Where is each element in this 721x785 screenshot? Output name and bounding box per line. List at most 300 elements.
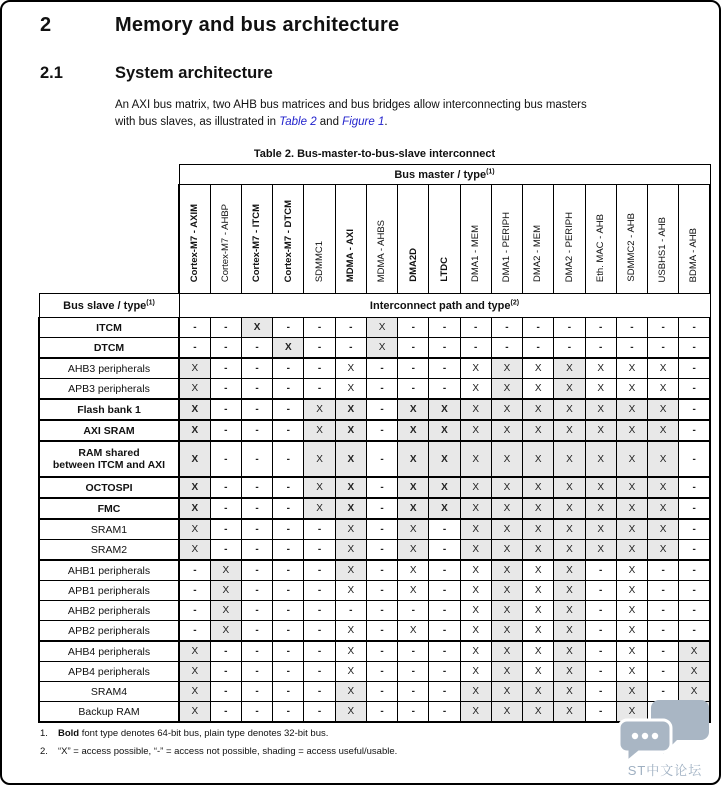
access-cell: X <box>523 581 554 601</box>
access-cell: X <box>210 581 241 601</box>
bus-master-column-label: Cortex-M7 - AXIM <box>189 203 201 282</box>
bus-slave-row-label: APB1 peripherals <box>39 581 179 601</box>
access-cell: - <box>648 641 679 662</box>
table-row <box>39 682 710 702</box>
access-cell: X <box>491 358 522 379</box>
access-cell: X <box>460 601 491 621</box>
table-notes <box>40 728 640 764</box>
access-cell: - <box>304 358 335 379</box>
access-cell: X <box>554 441 585 477</box>
access-cell: X <box>335 498 366 519</box>
bus-master-column-header <box>491 185 522 294</box>
access-cell: X <box>648 379 679 400</box>
access-cell: - <box>304 682 335 702</box>
bus-slave-row-label: SRAM1 <box>39 519 179 540</box>
access-cell: - <box>241 560 272 581</box>
access-cell: X <box>585 399 616 420</box>
access-cell: - <box>273 702 304 723</box>
access-cell: X <box>554 420 585 441</box>
section-title: Memory and bus architecture <box>115 14 400 36</box>
access-cell: - <box>304 662 335 682</box>
access-cell: X <box>491 540 522 561</box>
access-cell: - <box>304 560 335 581</box>
access-cell: - <box>241 702 272 723</box>
access-cell: - <box>210 379 241 400</box>
access-cell: X <box>523 420 554 441</box>
access-cell: X <box>585 420 616 441</box>
access-cell: X <box>491 399 522 420</box>
access-cell: - <box>273 540 304 561</box>
access-cell: X <box>335 358 366 379</box>
access-cell: - <box>241 399 272 420</box>
access-cell: X <box>398 519 429 540</box>
watermark-text: ST中文论坛 <box>627 763 703 778</box>
access-cell: - <box>304 318 335 338</box>
access-cell: X <box>523 702 554 723</box>
access-cell: X <box>335 477 366 498</box>
access-cell: - <box>491 318 522 338</box>
access-cell: X <box>335 399 366 420</box>
bus-slave-row-label: ITCM <box>39 318 179 338</box>
access-cell: - <box>429 540 460 561</box>
access-cell: X <box>460 682 491 702</box>
access-cell: - <box>679 318 710 338</box>
access-cell: - <box>179 601 210 621</box>
access-cell: X <box>616 477 647 498</box>
access-cell: X <box>585 477 616 498</box>
access-cell: X <box>648 477 679 498</box>
access-cell: X <box>491 379 522 400</box>
access-cell: - <box>210 441 241 477</box>
bus-master-column-label: Cortex-M7 - DTCM <box>282 199 294 282</box>
access-cell: X <box>616 358 647 379</box>
table-row <box>39 621 710 642</box>
bus-slave-row-label: AHB2 peripherals <box>39 601 179 621</box>
bus-master-column-label: Eth. MAC - AHB <box>594 213 606 282</box>
bus-master-column-label: DMA2 - PERIPH <box>563 211 575 282</box>
access-cell: X <box>304 498 335 519</box>
access-cell: X <box>616 621 647 642</box>
access-cell: - <box>429 641 460 662</box>
access-cell: X <box>523 560 554 581</box>
access-cell: - <box>241 477 272 498</box>
bus-master-column-header <box>648 185 679 294</box>
access-cell: X <box>491 560 522 581</box>
access-cell: - <box>273 358 304 379</box>
access-cell: - <box>273 420 304 441</box>
access-cell: - <box>366 641 397 662</box>
access-cell: - <box>460 338 491 359</box>
access-cell: X <box>616 540 647 561</box>
access-cell: - <box>210 519 241 540</box>
access-cell: X <box>460 379 491 400</box>
table-row <box>39 519 710 540</box>
access-cell: - <box>304 601 335 621</box>
access-cell: - <box>429 358 460 379</box>
access-cell: - <box>366 358 397 379</box>
access-cell: X <box>460 399 491 420</box>
bus-slave-row-label: APB4 peripherals <box>39 662 179 682</box>
access-cell: X <box>491 641 522 662</box>
access-cell: - <box>273 318 304 338</box>
access-cell: - <box>585 338 616 359</box>
access-cell: X <box>179 477 210 498</box>
access-cell: - <box>679 379 710 400</box>
subsection-number: 2.1 <box>40 64 63 82</box>
access-cell: - <box>523 338 554 359</box>
access-cell: X <box>616 641 647 662</box>
access-cell: X <box>460 358 491 379</box>
access-cell: X <box>179 662 210 682</box>
access-cell: - <box>210 682 241 702</box>
cross-reference-link[interactable]: Table 2 <box>279 116 317 128</box>
access-cell: X <box>304 399 335 420</box>
access-cell: X <box>585 498 616 519</box>
access-cell: X <box>398 560 429 581</box>
access-cell: X <box>554 581 585 601</box>
access-cell: X <box>554 498 585 519</box>
access-cell: X <box>616 662 647 682</box>
bus-master-column-label: DMA2 - MEM <box>532 225 544 282</box>
access-cell: - <box>398 318 429 338</box>
access-cell: - <box>335 338 366 359</box>
access-cell: - <box>273 519 304 540</box>
access-cell: - <box>585 682 616 702</box>
table-body <box>39 318 710 723</box>
bus-master-column-header <box>273 185 304 294</box>
access-cell: - <box>179 560 210 581</box>
access-cell: X <box>210 621 241 642</box>
access-cell: - <box>179 338 210 359</box>
access-cell: X <box>523 519 554 540</box>
access-cell: X <box>304 477 335 498</box>
access-cell: X <box>398 399 429 420</box>
access-cell: X <box>304 420 335 441</box>
access-cell: - <box>210 338 241 359</box>
access-cell: X <box>554 358 585 379</box>
access-cell: X <box>523 601 554 621</box>
table-row <box>39 358 710 379</box>
bus-master-column-header <box>241 185 272 294</box>
bus-master-column-label: USBHS1 - AHB <box>657 216 669 282</box>
access-cell: X <box>210 601 241 621</box>
access-cell: - <box>366 662 397 682</box>
access-cell: - <box>241 682 272 702</box>
access-cell: X <box>398 477 429 498</box>
access-cell: - <box>429 662 460 682</box>
access-cell: - <box>366 420 397 441</box>
bus-slave-row-label: APB2 peripherals <box>39 621 179 642</box>
access-cell: - <box>398 702 429 723</box>
access-cell: - <box>210 399 241 420</box>
access-cell: X <box>554 702 585 723</box>
access-cell: X <box>554 621 585 642</box>
access-cell: X <box>648 399 679 420</box>
access-cell: - <box>241 601 272 621</box>
access-cell: X <box>304 441 335 477</box>
access-cell: - <box>304 621 335 642</box>
bus-master-column-header <box>179 185 210 294</box>
access-cell: - <box>366 379 397 400</box>
access-cell: - <box>241 540 272 561</box>
access-cell: - <box>398 662 429 682</box>
bus-master-column-header <box>366 185 397 294</box>
access-cell: X <box>398 621 429 642</box>
interconnect-table <box>38 164 711 723</box>
access-cell: - <box>648 581 679 601</box>
section-heading <box>40 14 399 37</box>
access-cell: - <box>585 601 616 621</box>
access-cell: - <box>429 560 460 581</box>
access-cell: X <box>179 540 210 561</box>
access-cell: X <box>523 682 554 702</box>
subsection-heading <box>40 64 273 83</box>
access-cell: X <box>429 498 460 519</box>
access-cell: - <box>210 702 241 723</box>
table-row <box>39 540 710 561</box>
bus-master-column-label: DMA1 - PERIPH <box>501 211 513 282</box>
corner-blank-cell <box>39 185 179 294</box>
access-cell: - <box>585 662 616 682</box>
access-cell: X <box>179 519 210 540</box>
access-cell: - <box>210 318 241 338</box>
access-cell: - <box>366 540 397 561</box>
access-cell: - <box>241 621 272 642</box>
bus-master-column-label: DMA1 - MEM <box>469 225 481 282</box>
bus-master-column-header <box>460 185 491 294</box>
bus-master-column-header <box>523 185 554 294</box>
access-cell: - <box>398 682 429 702</box>
access-cell: X <box>460 540 491 561</box>
access-cell: - <box>679 498 710 519</box>
access-cell: X <box>523 662 554 682</box>
access-cell: - <box>335 318 366 338</box>
access-cell: - <box>679 621 710 642</box>
access-cell: - <box>241 641 272 662</box>
access-cell: X <box>335 540 366 561</box>
access-cell: X <box>429 477 460 498</box>
access-cell: - <box>273 498 304 519</box>
access-cell: - <box>554 318 585 338</box>
table-row <box>39 420 710 441</box>
access-cell: - <box>273 560 304 581</box>
access-cell: - <box>585 318 616 338</box>
access-cell: X <box>679 662 710 682</box>
access-cell: X <box>335 641 366 662</box>
access-cell: - <box>679 581 710 601</box>
access-cell: - <box>210 540 241 561</box>
access-cell: - <box>273 399 304 420</box>
bus-master-column-header <box>210 185 241 294</box>
access-cell: X <box>523 540 554 561</box>
access-cell: - <box>460 318 491 338</box>
table-row <box>39 702 710 723</box>
access-cell: - <box>273 662 304 682</box>
access-cell: X <box>554 601 585 621</box>
bus-master-column-header <box>585 185 616 294</box>
access-cell: - <box>366 498 397 519</box>
access-cell: X <box>585 358 616 379</box>
access-cell: X <box>616 420 647 441</box>
access-cell: - <box>398 641 429 662</box>
access-cell: X <box>335 682 366 702</box>
access-cell: - <box>429 581 460 601</box>
access-cell: X <box>616 441 647 477</box>
bus-slave-row-label: RAM shared between ITCM and AXI <box>39 441 179 477</box>
access-cell: - <box>210 641 241 662</box>
access-cell: - <box>679 601 710 621</box>
note-number: 1. <box>40 728 48 739</box>
access-cell: X <box>491 441 522 477</box>
access-cell: X <box>523 621 554 642</box>
access-cell: X <box>460 477 491 498</box>
access-cell: X <box>648 420 679 441</box>
interconnect-header-label: Interconnect path and type$^{(2)}$ <box>179 294 710 318</box>
access-cell: - <box>429 519 460 540</box>
access-cell: X <box>585 379 616 400</box>
access-cell: X <box>648 441 679 477</box>
access-cell: X <box>491 581 522 601</box>
access-cell: X <box>335 702 366 723</box>
access-cell: X <box>616 560 647 581</box>
access-cell: - <box>273 477 304 498</box>
access-cell: X <box>616 399 647 420</box>
access-cell: - <box>554 338 585 359</box>
access-cell: X <box>460 498 491 519</box>
access-cell: X <box>335 560 366 581</box>
access-cell: - <box>585 581 616 601</box>
access-cell: X <box>179 498 210 519</box>
access-cell: - <box>429 682 460 702</box>
access-cell: X <box>460 441 491 477</box>
table-row <box>39 641 710 662</box>
table-row <box>39 498 710 519</box>
access-cell: X <box>554 519 585 540</box>
bus-slave-row-label: DTCM <box>39 338 179 359</box>
slave-header-label: Bus slave / type$^{(1)}$ <box>39 294 179 318</box>
table-row <box>39 581 710 601</box>
access-cell: - <box>241 441 272 477</box>
bus-slave-row-label: SRAM2 <box>39 540 179 561</box>
bus-master-column-header <box>554 185 585 294</box>
access-cell: - <box>273 581 304 601</box>
access-cell: - <box>616 318 647 338</box>
access-cell: X <box>554 399 585 420</box>
master-header-row <box>39 165 710 185</box>
access-cell: X <box>179 641 210 662</box>
access-cell: X <box>523 379 554 400</box>
access-cell: - <box>679 477 710 498</box>
bus-master-column-label: MDMA - AXI <box>345 228 357 282</box>
access-cell: - <box>679 358 710 379</box>
access-cell: X <box>429 420 460 441</box>
cross-reference-link[interactable]: Figure 1 <box>342 116 385 128</box>
master-header-label: Bus master / type$^{(1)}$ <box>179 165 710 185</box>
access-cell: - <box>679 519 710 540</box>
bus-slave-row-label: AXI SRAM <box>39 420 179 441</box>
table-row <box>39 338 710 359</box>
table-row <box>39 318 710 338</box>
bus-master-column-label: BDMA - AHB <box>688 227 700 282</box>
bus-master-column-header <box>429 185 460 294</box>
access-cell: X <box>179 379 210 400</box>
access-cell: X <box>366 318 397 338</box>
access-cell: X <box>554 560 585 581</box>
access-cell: - <box>366 399 397 420</box>
access-cell: - <box>304 641 335 662</box>
access-cell: X <box>491 519 522 540</box>
access-cell: - <box>523 318 554 338</box>
access-cell: X <box>616 601 647 621</box>
access-cell: X <box>398 441 429 477</box>
access-cell: - <box>179 581 210 601</box>
bus-slave-row-label: Flash bank 1 <box>39 399 179 420</box>
access-cell: - <box>304 379 335 400</box>
access-cell: - <box>241 379 272 400</box>
access-cell: X <box>585 540 616 561</box>
access-cell: - <box>241 519 272 540</box>
access-cell: - <box>679 399 710 420</box>
access-cell: X <box>616 581 647 601</box>
access-cell: - <box>679 441 710 477</box>
body-paragraph: An AXI bus matrix, two AHB bus matrices and bus bridges allow interconnecting bus masters with bus slaves, as illustrated in Table 2 and Figure 1. <box>115 99 587 128</box>
access-cell: - <box>241 358 272 379</box>
access-cell: X <box>335 662 366 682</box>
access-cell: X <box>273 338 304 359</box>
access-cell: - <box>648 318 679 338</box>
access-cell: X <box>554 662 585 682</box>
access-cell: - <box>304 581 335 601</box>
access-cell: - <box>616 338 647 359</box>
access-cell: X <box>491 498 522 519</box>
access-cell: - <box>273 682 304 702</box>
access-cell: X <box>554 540 585 561</box>
access-cell: X <box>523 358 554 379</box>
access-cell: - <box>679 420 710 441</box>
note-text: Bold font type denotes 64-bit bus, plain type denotes 32-bit bus. <box>58 728 329 739</box>
access-cell: - <box>273 441 304 477</box>
access-cell: - <box>241 581 272 601</box>
access-cell: X <box>429 441 460 477</box>
bus-master-column-header <box>398 185 429 294</box>
bus-slave-row-label: Backup RAM <box>39 702 179 723</box>
table-row <box>39 379 710 400</box>
access-cell: - <box>398 379 429 400</box>
access-cell: - <box>429 601 460 621</box>
access-cell: - <box>179 621 210 642</box>
table-row <box>39 399 710 420</box>
access-cell: X <box>523 477 554 498</box>
access-cell: X <box>335 621 366 642</box>
access-cell: - <box>366 601 397 621</box>
rotated-header-row <box>39 185 710 294</box>
access-cell: - <box>366 702 397 723</box>
slave-header-row <box>39 294 710 318</box>
bus-master-column-label: SDMMC2 - AHB <box>626 213 638 282</box>
access-cell: - <box>210 662 241 682</box>
access-cell: X <box>179 702 210 723</box>
access-cell: X <box>554 641 585 662</box>
bus-master-column-header <box>335 185 366 294</box>
table-row <box>39 560 710 581</box>
access-cell: - <box>585 641 616 662</box>
access-cell: X <box>616 379 647 400</box>
access-cell: X <box>523 399 554 420</box>
access-cell: X <box>210 560 241 581</box>
access-cell: - <box>648 662 679 682</box>
access-cell: - <box>273 641 304 662</box>
access-cell: - <box>585 702 616 723</box>
